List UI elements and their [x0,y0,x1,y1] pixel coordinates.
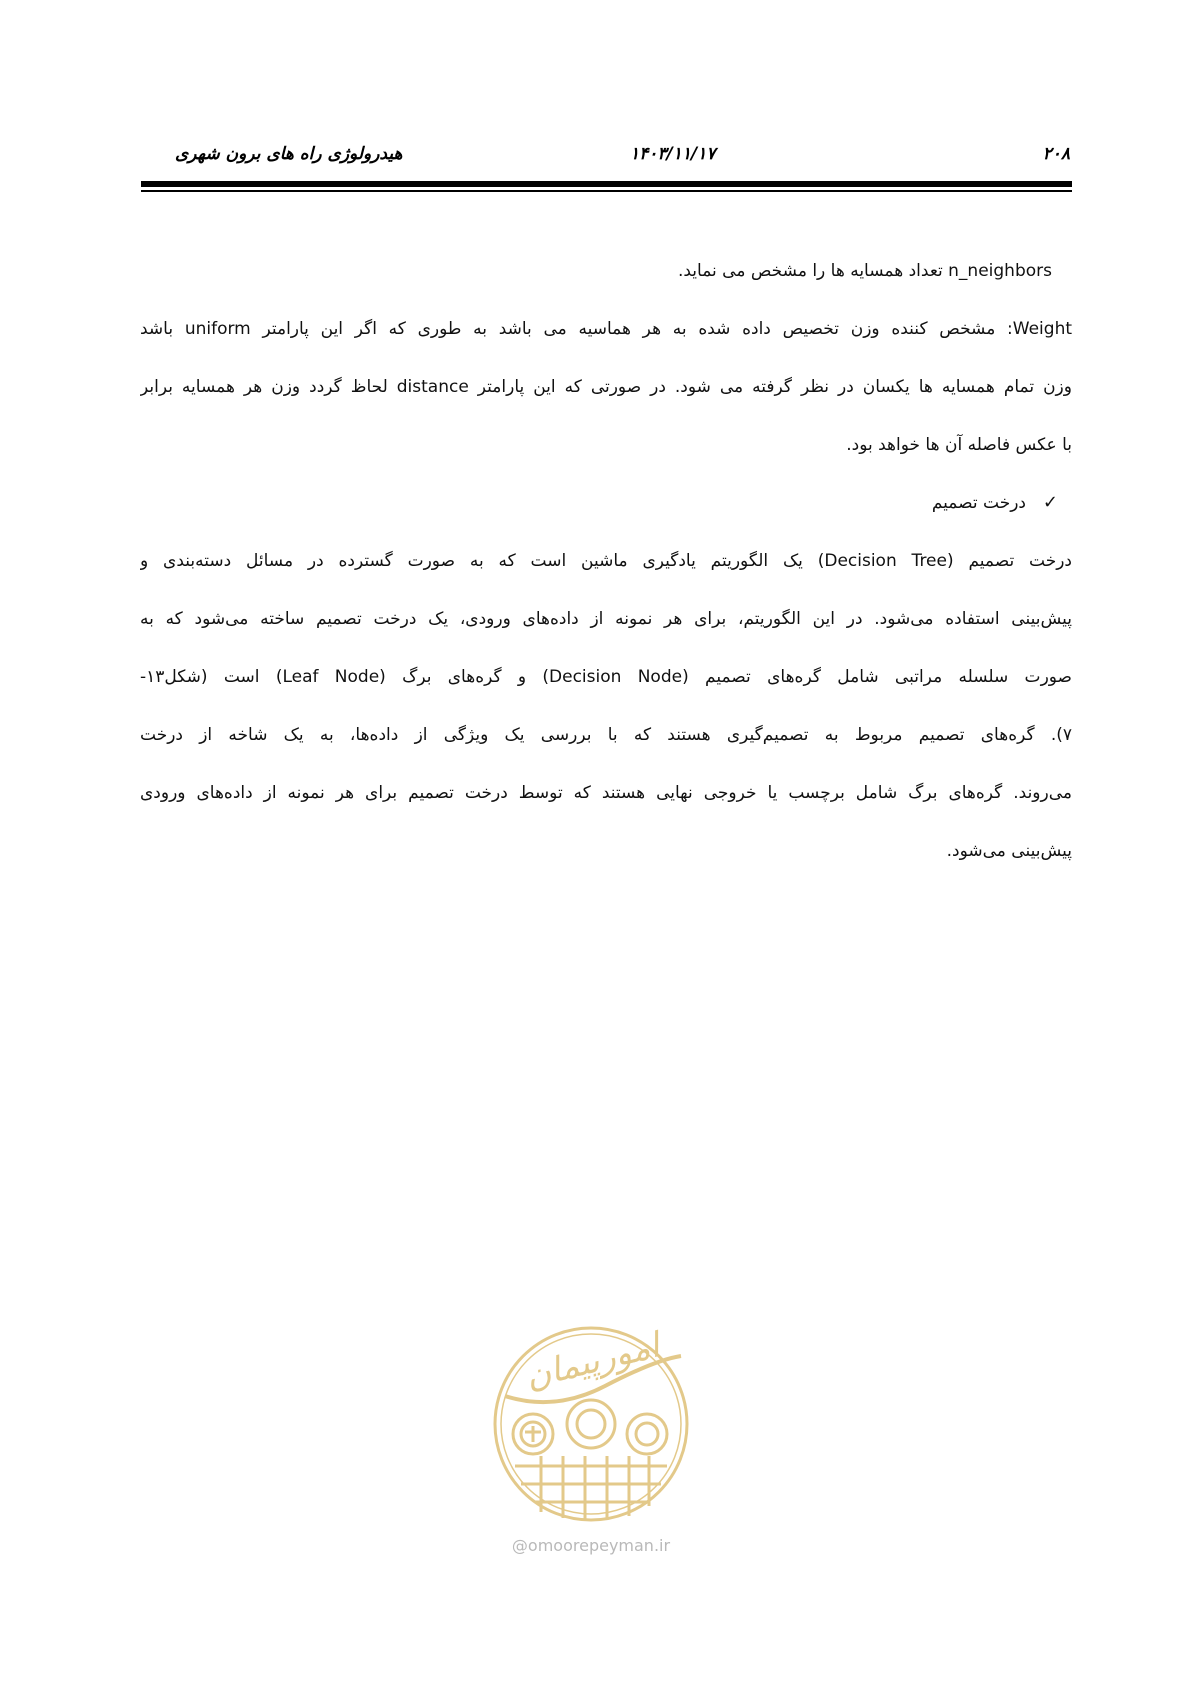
body-text [140,256,1072,894]
running-title: هیدرولوژی راه های برون شهری [175,144,403,164]
page-number: ۲۰۸ [1042,144,1070,164]
text-line: Weight: مشخص کننده وزن تخصیص داده شده به هر هماسیه می باشد به طوری که اگر این پارامتر uniform باشد [140,319,1072,339]
header-rule-thick [141,181,1072,187]
header-rule-thin [141,190,1072,192]
header-date: ۱۴۰۳/۱۱/۱۷ [630,144,716,164]
text-line: وزن تمام همسایه ها یکسان در نظر گرفته می شود. در صورتی که این پارامتر distance لحاظ گردد وزن هر همسایه برابر [140,377,1072,397]
text-line: پیش‌بینی می‌شود. [946,841,1072,861]
bullet-item [140,488,1072,546]
bullet-label: درخت تصمیم [931,493,1026,513]
text-line: ۷). گره‌های تصمیم مربوط به تصمیم‌گیری هستند که با بررسی یک ویژگی از داده‌ها، به یک شاخه از درخت [140,725,1072,745]
text-line: درخت تصمیم (Decision Tree) یک الگوریتم یادگیری ماشین است که به صورت گسترده در مسائل دسته‌بندی و [140,551,1072,571]
text-line: با عکس فاصله آن ها خواهد بود. [846,435,1072,455]
watermark-seal-icon [485,1316,697,1536]
watermark-logo-text: امورپیمان [521,1325,664,1398]
text-line: صورت سلسله مراتبی شامل گره‌های تصمیم (Decision Node) و گره‌های برگ (Leaf Node) است (شکل۱۳- [140,667,1072,687]
checkmark-icon: ✓ [1042,492,1058,513]
watermark-url: @omoorepeyman.ir [511,1536,671,1555]
page-header [140,138,1070,168]
text-line: پیش‌بینی استفاده می‌شود. در این الگوریتم، برای هر نمونه از داده‌های ورودی، یک درخت تصمیم ساخته می‌شود که به [140,609,1072,629]
text-line: n_neighbors تعداد همسایه ها را مشخص می نماید. [677,261,1052,281]
text-line: می‌روند. گره‌های برگ شامل برچسب یا خروجی نهایی هستند که توسط درخت تصمیم برای هر نمونه از داده‌های ورودی [140,783,1072,803]
